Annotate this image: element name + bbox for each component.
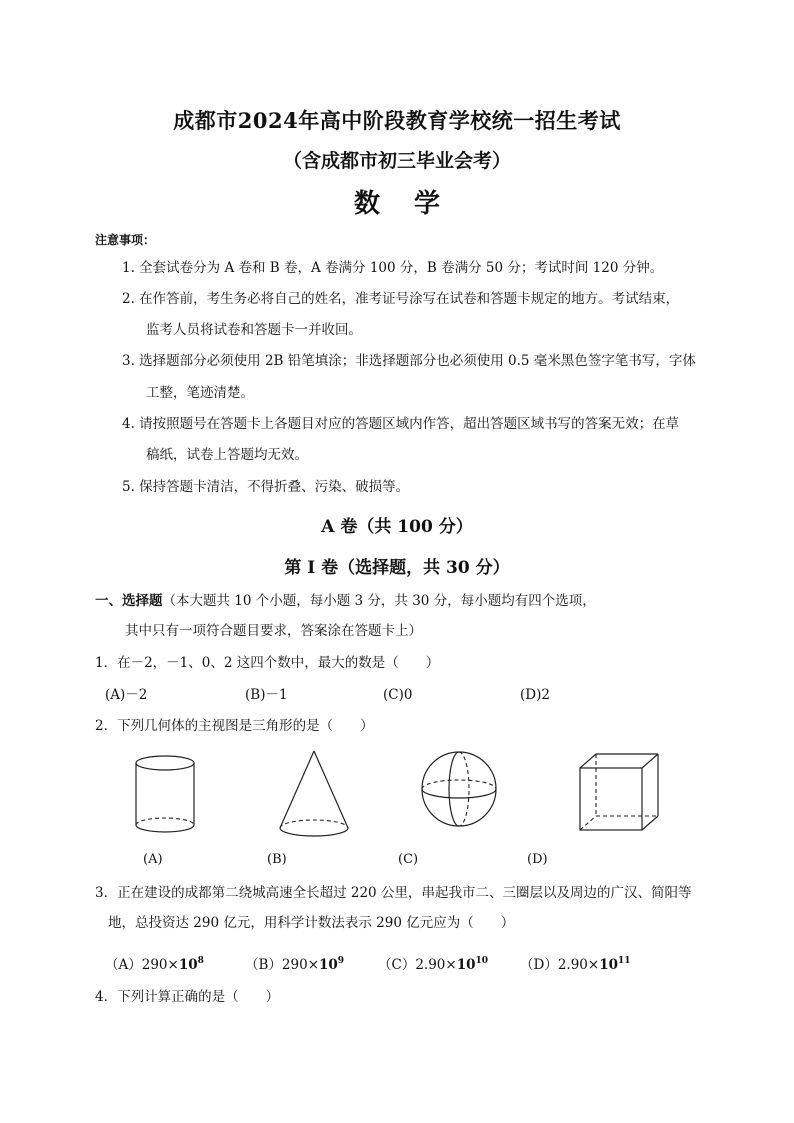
- q3-option-d: [520, 952, 631, 974]
- q3-option-d-prefix: （D）2.90×: [520, 957, 600, 973]
- q1-option-b: (B)－1: [245, 687, 288, 703]
- cube-icon: [576, 750, 662, 836]
- q1-option-d: (D)2: [520, 687, 550, 703]
- q3-option-a: [105, 952, 204, 974]
- q2-label-b: (B): [267, 852, 287, 867]
- q1-stem: 1．在－2，－1、0、2 这四个数中，最大的数是（ ）: [95, 655, 440, 671]
- q3-option-b-prefix: （B）290×: [245, 957, 319, 973]
- q3-option-a-base: 10: [178, 957, 198, 973]
- notice-label: 注意事项：: [95, 233, 156, 247]
- q3-option-c: [378, 952, 488, 974]
- notice-item-2: 2. 在作答前，考生务必将自己的姓名，准考证号涂写在试卷和答题卡规定的地方。考试结束，: [122, 291, 680, 307]
- q3-stem-line1: 3．正在建设的成都第二绕城高速全长超过 220 公里，串起我市二、三圈层以及周边的广汉、简阳等: [95, 885, 692, 901]
- q3-option-d-exp: 11: [618, 956, 631, 966]
- notice-item-5: 5. 保持答题卡清洁，不得折叠、污染、破损等。: [122, 479, 410, 495]
- choice-instructions-cont: 其中只有一项符合题目要求，答案涂在答题卡上）: [125, 623, 422, 639]
- q3-option-c-prefix: （C）2.90×: [378, 957, 457, 973]
- q2-stem: 2．下列几何体的主视图是三角形的是（ ）: [95, 718, 374, 734]
- notice-item-1: 1. 全套试卷分为 A 卷和 B 卷，A 卷满分 100 分，B 卷满分 50 分；考试时间 120 分钟。: [122, 260, 664, 276]
- q1-option-a: (A)－2: [105, 687, 148, 703]
- choice-instructions: [95, 592, 596, 610]
- notice-item-4-cont: 稿纸，试卷上答题均无效。: [146, 447, 308, 463]
- exam-subtitle: （含成都市初三毕业会考）: [282, 150, 511, 172]
- cone-icon: [274, 748, 354, 840]
- sphere-icon: [419, 748, 499, 830]
- instructions-heading: 一、选择题: [95, 593, 163, 609]
- exam-title: 成都市2024年高中阶段教育学校统一招生考试: [173, 108, 621, 133]
- q3-option-d-base: 10: [599, 957, 618, 973]
- notice-item-3: 3. 选择题部分必须使用 2B 铅笔填涂；非选择题部分也必须使用 0.5 毫米黑色签字笔书写，字体: [122, 353, 696, 369]
- notice-item-2-cont: 监考人员将试卷和答题卡一并收回。: [146, 322, 362, 338]
- q2-label-d: (D): [527, 852, 548, 867]
- notice-item-4: 4. 请按照题号在答题卡上各题目对应的答题区域内作答，超出答题区域书写的答案无效；在草: [122, 416, 680, 432]
- q3-option-a-prefix: （A）290×: [105, 957, 179, 973]
- q3-option-c-base: 10: [456, 957, 476, 973]
- q3-option-b: [245, 952, 344, 974]
- part1-title: 第 I 卷（选择题，共 30 分）: [284, 558, 510, 578]
- q4-stem: 4．下列计算正确的是（ ）: [95, 989, 280, 1005]
- section-a-title: A 卷（共 100 分）: [321, 517, 473, 537]
- q3-stem-line2: 地，总投资达 290 亿元，用科学计数法表示 290 亿元应为（ ）: [108, 915, 515, 931]
- q3-option-c-exp: 10: [475, 956, 489, 966]
- cylinder-icon: [128, 752, 202, 838]
- subject-title: 数学: [353, 189, 474, 219]
- notice-item-3-cont: 工整，笔迹清楚。: [146, 385, 254, 401]
- q2-label-a: (A): [143, 852, 163, 867]
- instructions-text: （本大题共 10 个小题，每小题 3 分，共 30 分，每小题均有四个选项，: [162, 593, 596, 609]
- q3-option-a-exp: 8: [197, 956, 204, 966]
- q3-option-b-exp: 9: [337, 956, 345, 966]
- q3-option-b-base: 10: [319, 957, 338, 973]
- q2-label-c: (C): [398, 852, 419, 867]
- q1-option-c: (C)0: [383, 687, 413, 703]
